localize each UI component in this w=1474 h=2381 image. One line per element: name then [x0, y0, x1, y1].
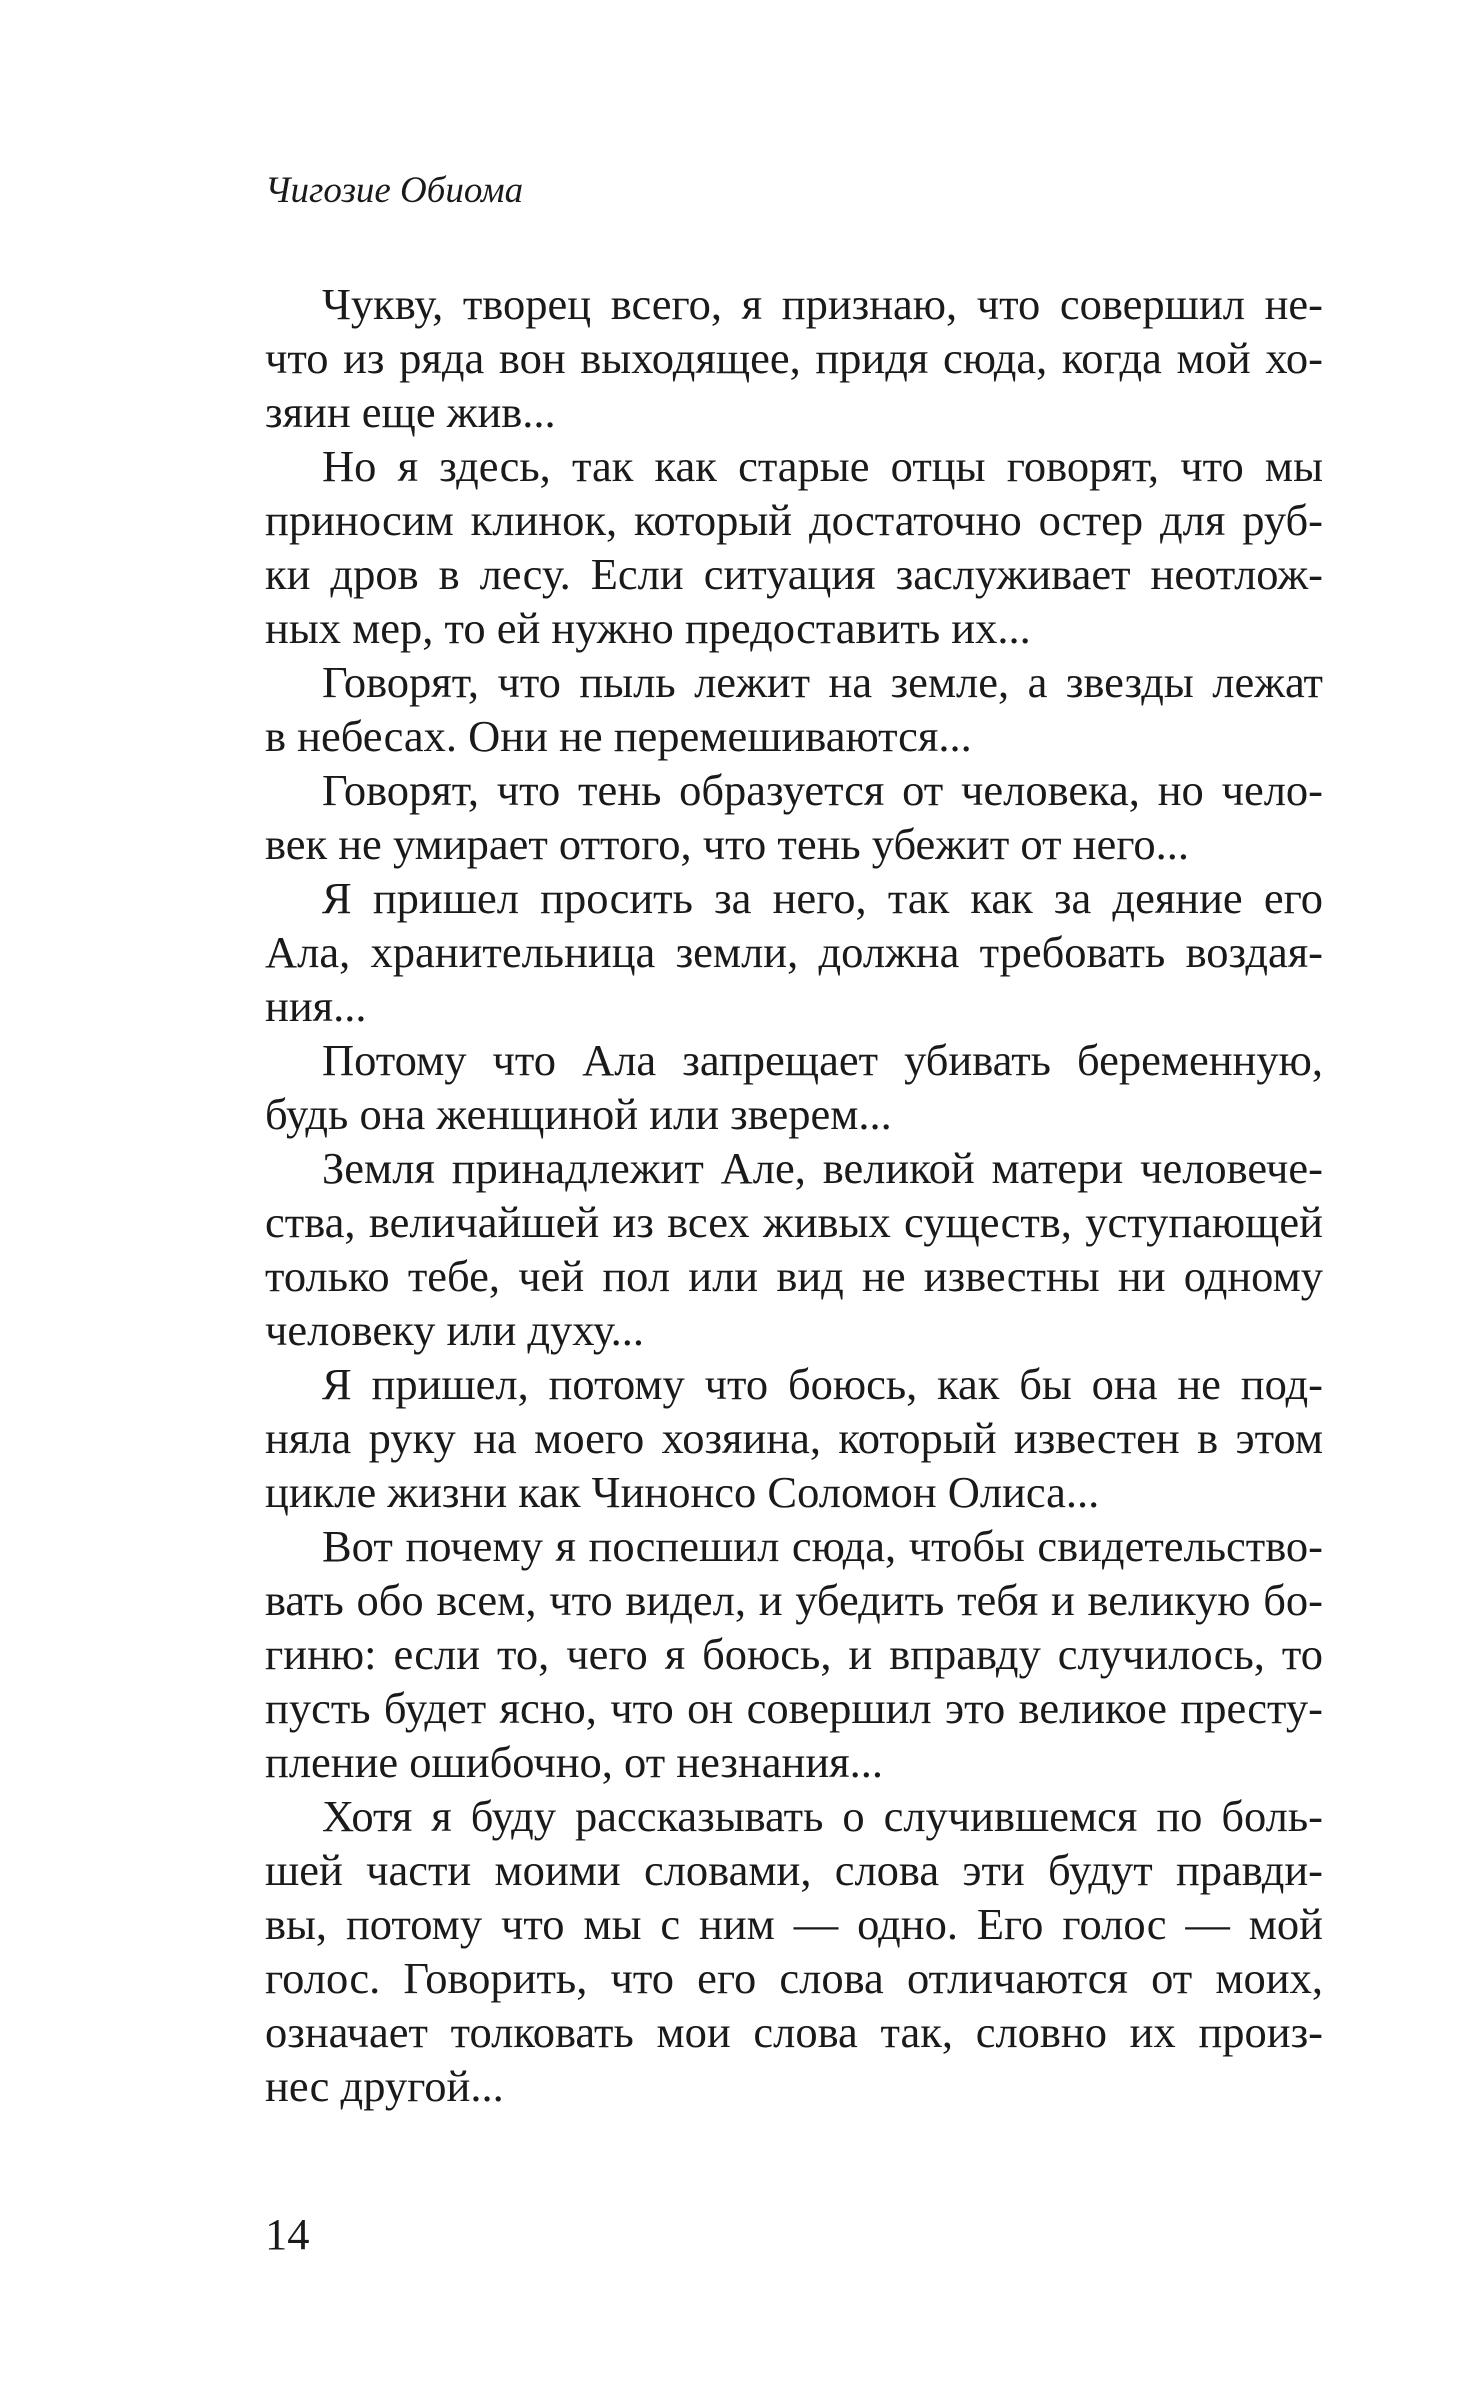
text-line: век не умирает оттого, что тень убежит от него... — [265, 819, 1189, 869]
text-line: пление ошибочно, от незнания... — [265, 1737, 884, 1787]
text-line: ства, величайшей из всех живых существ, уступающей — [265, 1197, 1323, 1247]
text-line: ки дров в лесу. Если ситуация заслуживает неотлож- — [265, 549, 1323, 599]
text-line: Ала, хранительница земли, должна требовать воздая- — [265, 927, 1323, 977]
paragraph — [265, 1033, 1323, 1141]
body-text — [265, 277, 1323, 2113]
text-line: нес другой... — [265, 2061, 504, 2111]
paragraph — [265, 1357, 1323, 1519]
text-line: Вот почему я поспешил сюда, чтобы свидетельство- — [322, 1521, 1323, 1571]
text-line: приносим клинок, который достаточно остер для руб- — [265, 495, 1323, 545]
paragraph — [265, 1141, 1323, 1357]
text-line: Говорят, что тень образуется от человека, но чело- — [322, 765, 1323, 815]
paragraph — [265, 871, 1323, 1033]
text-line: только тебе, чей пол или вид не известны ни одному — [265, 1251, 1323, 1301]
text-line: ния... — [265, 981, 367, 1031]
text-line: вать обо всем, что видел, и убедить тебя и великую бо- — [265, 1575, 1323, 1625]
text-line: будь она женщиной или зверем... — [265, 1089, 892, 1139]
text-line: зяин еще жив... — [265, 387, 556, 437]
text-line: Чукву, творец всего, я признаю, что совершил не- — [322, 279, 1323, 329]
paragraph — [265, 439, 1323, 655]
text-line: Говорят, что пыль лежит на земле, а звезды лежат — [322, 657, 1323, 707]
text-line: что из ряда вон выходящее, придя сюда, когда мой хо- — [265, 333, 1323, 383]
text-line: вы, потому что мы с ним — одно. Его голос — мой — [265, 1899, 1323, 1949]
text-line: гиню: если то, чего я боюсь, и вправду случилось, то — [265, 1629, 1323, 1679]
paragraph — [265, 1519, 1323, 1789]
text-line: Потому что Ала запрещает убивать беременную, — [322, 1035, 1323, 1085]
text-line: в небесах. Они не перемешиваются... — [265, 711, 972, 761]
text-line: цикле жизни как Чинонсо Соломон Олиса... — [265, 1467, 1100, 1517]
paragraph — [265, 763, 1323, 871]
paragraph — [265, 655, 1323, 763]
paragraph — [265, 1789, 1323, 2113]
text-line: шей части моими словами, слова эти будут правди- — [265, 1845, 1323, 1895]
text-line: Я пришел просить за него, так как за деяние его — [322, 873, 1323, 923]
text-line: няла руку на моего хозяина, который известен в этом — [265, 1413, 1323, 1463]
text-line: ных мер, то ей нужно предоставить их... — [265, 603, 1031, 653]
paragraph — [265, 277, 1323, 439]
text-line: Хотя я буду рассказывать о случившемся по боль- — [322, 1791, 1323, 1841]
text-line: означает толковать мои слова так, словно их произ- — [265, 2007, 1323, 2057]
text-line: голос. Говорить, что его слова отличаются от моих, — [265, 1953, 1323, 2003]
text-line: Я пришел, потому что боюсь, как бы она не под- — [322, 1359, 1323, 1409]
page-number: 14 — [265, 2209, 310, 2259]
text-line: пусть будет ясно, что он совершил это великое престу- — [265, 1683, 1323, 1733]
running-header: Чигозие Обиома — [265, 170, 524, 211]
text-line: человеку или духу... — [265, 1305, 645, 1355]
text-line: Земля принадлежит Але, великой матери человече- — [322, 1143, 1323, 1193]
text-line: Но я здесь, так как старые отцы говорят, что мы — [322, 441, 1323, 491]
